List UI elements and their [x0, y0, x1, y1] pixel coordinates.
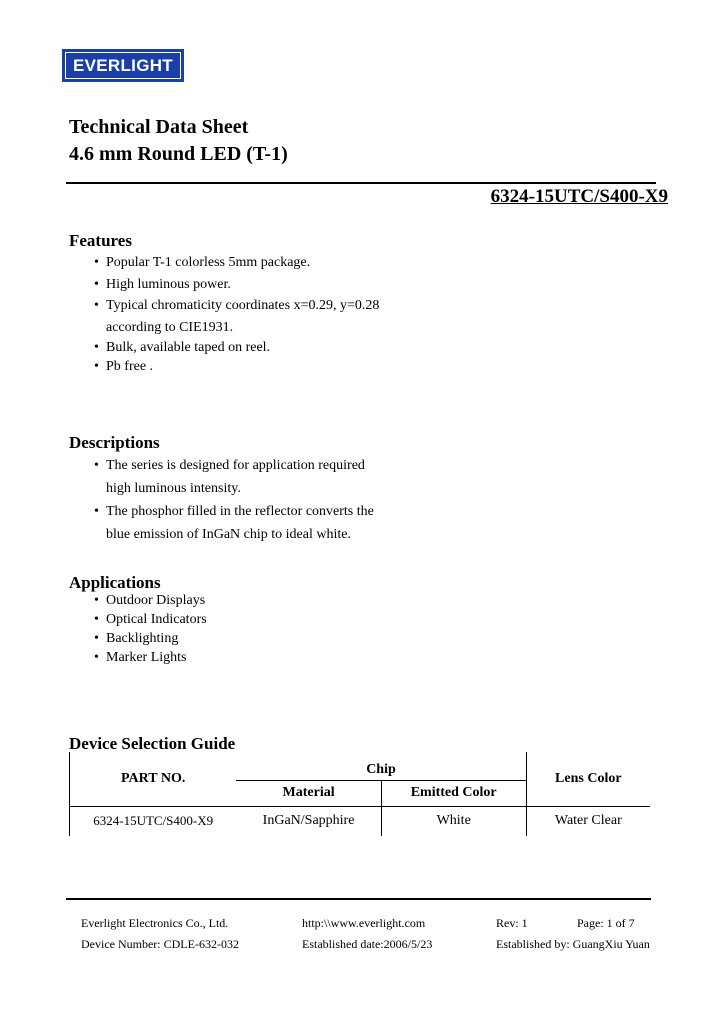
cell-emitted-color: White: [381, 806, 526, 836]
part-number-heading: 6324-15UTC/S400-X9: [490, 186, 668, 207]
list-item: • Pb free .: [94, 359, 154, 374]
applications-list: [94, 591, 207, 667]
footer-page: Page: 1 of 7: [577, 916, 635, 930]
col-header-material: Material: [282, 785, 335, 800]
logo-frame: [65, 52, 181, 79]
footer-device-number: Device Number: CDLE-632-032: [81, 937, 239, 951]
doc-title-line1: Technical Data Sheet: [69, 116, 249, 138]
doc-title-line2: 4.6 mm Round LED (T-1): [69, 143, 288, 165]
device-selection-table: [69, 752, 650, 836]
applications-heading: Applications: [69, 573, 161, 592]
col-header-chip: Chip: [236, 752, 526, 780]
list-item: • Backlighting: [94, 631, 179, 646]
features-heading: Features: [69, 231, 132, 250]
footer-url[interactable]: http:\\www.everlight.com: [302, 916, 426, 930]
features-list: [94, 252, 379, 376]
cell-part-no: 6324-15UTC/S400-X9: [70, 806, 237, 836]
cell-material: InGaN/Sapphire: [236, 806, 381, 836]
footer-company: Everlight Electronics Co., Ltd.: [81, 916, 229, 930]
descriptions-list: [94, 454, 374, 546]
list-item: • Optical Indicators: [94, 612, 207, 627]
list-item: • Bulk, available taped on reel.: [94, 340, 271, 355]
footer-established-date: Established date:2006/5/23: [302, 937, 433, 951]
cell-lens-color: Water Clear: [526, 806, 650, 836]
footer-established-by: Established by: GuangXiu Yuan: [496, 937, 650, 951]
list-item: • The phosphor filled in the reflector converts the blue emission of InGaN chip to ideal white.: [94, 504, 374, 542]
everlight-logo: [62, 49, 184, 82]
col-header-part-no: PART NO.: [70, 752, 237, 806]
col-header-emitted-color: Emitted Color: [381, 780, 526, 806]
list-item: • Typical chromaticity coordinates x=0.29, y=0.28 according to CIE1931.: [94, 298, 380, 335]
col-header-lens-color: Lens Color: [526, 752, 650, 806]
logo-text: EVERLIGHT: [73, 55, 173, 75]
list-item: • Popular T-1 colorless 5mm package.: [94, 255, 311, 270]
list-item: • High luminous power.: [94, 276, 231, 292]
footer-rev: Rev: 1: [496, 916, 528, 930]
list-item: • Marker Lights: [94, 650, 187, 665]
device-guide-heading: Device Selection Guide: [69, 734, 236, 753]
descriptions-heading: Descriptions: [69, 433, 160, 452]
list-item: • The series is designed for application required high luminous intensity.: [94, 458, 365, 496]
table-row: [70, 806, 651, 836]
header-rule: [66, 182, 656, 184]
footer-rule: [66, 898, 651, 900]
list-item: • Outdoor Displays: [94, 593, 206, 608]
